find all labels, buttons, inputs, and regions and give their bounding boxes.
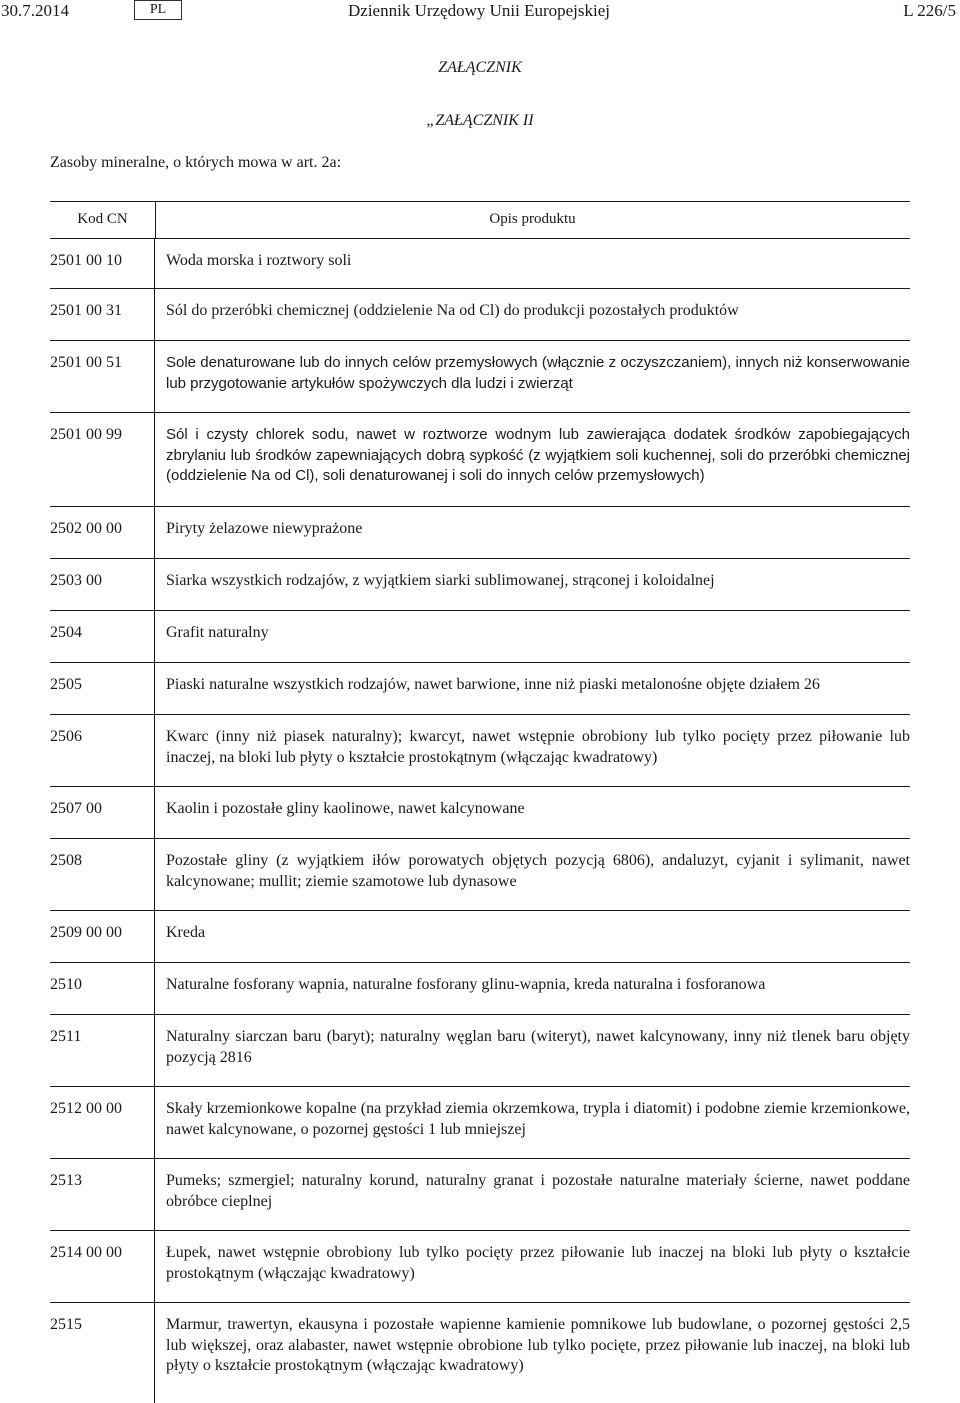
table-row <box>50 1303 910 1403</box>
product-description-cell: Marmur, trawertyn, ekausyna i pozostałe wapienne kamienie pomnikowe lub budowlane, o pozornej gęstości 2,5 lub większej, oraz alabaster, nawet wstępnie obrobione lub tylko pocięte, przez piłowanie lub inaczej, na bloki lub płyty o kształcie prostokątnym (włączając kwadratowy) <box>166 1316 910 1374</box>
table-row <box>50 1015 910 1087</box>
cn-code-table <box>50 201 910 1403</box>
cn-code-cell: 2504 <box>50 611 155 662</box>
column-header-description: Opis produktu <box>489 211 576 227</box>
product-description-cell: Piaski naturalne wszystkich rodzajów, nawet barwione, inne niż piaski metalonośne objęte działem 26 <box>166 676 820 693</box>
table-row <box>50 289 910 341</box>
product-description-cell: Łupek, nawet wstępnie obrobiony lub tylko pocięty przez piłowanie lub inaczej na bloki lub płyty o kształcie prostokątnym (włączając kwadratowy) <box>166 1244 910 1282</box>
product-description-cell: Sól i czysty chlorek sodu, nawet w roztworze wodnym lub zawierająca dodatek środków zapobiegających zbrylaniu lub środków zapewniających dobrą sypkość (z wyjątkiem soli kuchennej, soli do przeróbki chemicznej (oddzielenie Na od Cl), soli denaturowanej i soli do innych celów przemysłowych) <box>166 426 910 484</box>
cn-code-cell: 2511 <box>50 1015 155 1086</box>
language-badge: PL <box>134 0 182 20</box>
table-row <box>50 663 910 715</box>
annex-title: ZAŁĄCZNIK <box>438 59 522 76</box>
cn-code-cell: 2506 <box>50 715 155 786</box>
table-body <box>50 239 910 1403</box>
table-row <box>50 611 910 663</box>
product-description-cell: Kreda <box>166 924 206 941</box>
table-row <box>50 839 910 911</box>
publication-date: 30.7.2014 <box>1 1 69 20</box>
cn-code-cell: 2513 <box>50 1159 155 1230</box>
page-header <box>0 0 960 22</box>
cn-code-cell: 2509 00 00 <box>50 911 155 962</box>
cn-code-cell: 2502 00 00 <box>50 507 155 558</box>
product-description-cell: Pozostałe gliny (z wyjątkiem iłów porowatych objętych pozycją 6806), andaluzyt, cyjanit i sylimanit, nawet kalcynowane; mullit; ziemie szamotowe lub dynasowe <box>166 852 910 890</box>
cn-code-cell: 2501 00 10 <box>50 239 155 288</box>
cn-code-cell: 2512 00 00 <box>50 1087 155 1158</box>
cn-code-cell: 2514 00 00 <box>50 1231 155 1302</box>
table-row <box>50 1231 910 1303</box>
cn-code-cell: 2503 00 <box>50 559 155 610</box>
table-row <box>50 1159 910 1231</box>
product-description-cell: Woda morska i roztwory soli <box>166 252 352 269</box>
annex-ii-title: „ZAŁĄCZNIK II <box>426 112 534 129</box>
product-description-cell: Piryty żelazowe niewyprażone <box>166 520 363 537</box>
table-header <box>50 201 910 239</box>
cn-code-cell: 2501 00 31 <box>50 289 155 340</box>
table-row <box>50 963 910 1015</box>
table-row <box>50 1087 910 1159</box>
product-description-cell: Pumeks; szmergiel; naturalny korund, naturalny granat i pozostałe naturalne materiały ścierne, nawet poddane obróbce cieplnej <box>166 1172 910 1210</box>
table-row <box>50 239 910 289</box>
product-description-cell: Grafit naturalny <box>166 624 269 641</box>
table-row <box>50 341 910 413</box>
table-row <box>50 507 910 559</box>
table-row <box>50 559 910 611</box>
cn-code-cell: 2501 00 51 <box>50 341 155 412</box>
cn-code-cell: 2508 <box>50 839 155 910</box>
cn-code-cell: 2515 <box>50 1303 155 1403</box>
page-reference: L 226/5 <box>903 1 956 20</box>
cn-code-cell: 2510 <box>50 963 155 1014</box>
product-description-cell: Siarka wszystkich rodzajów, z wyjątkiem siarki sublimowanej, strąconej i koloidalnej <box>166 572 715 589</box>
product-description-cell: Sól do przeróbki chemicznej (oddzielenie Na od Cl) do produkcji pozostałych produktów <box>166 302 739 319</box>
product-description-cell: Kwarc (inny niż piasek naturalny); kwarcyt, nawet wstępnie obrobiony lub tylko pocięty przez piłowanie lub inaczej, na bloki lub płyty o kształcie prostokątnym (włączając kwadratowy) <box>166 728 910 766</box>
product-description-cell: Kaolin i pozostałe gliny kaolinowe, nawet kalcynowane <box>166 800 525 817</box>
table-row <box>50 715 910 787</box>
journal-title: Dziennik Urzędowy Unii Europejskiej <box>348 1 611 20</box>
product-description-cell: Sole denaturowane lub do innych celów przemysłowych (włącznie z oczyszczaniem), innych niż konserwowanie lub przygotowanie artykułów spożywczych dla ludzi i zwierząt <box>166 354 910 392</box>
cn-code-cell: 2507 00 <box>50 787 155 838</box>
cn-code-cell: 2505 <box>50 663 155 714</box>
table-row <box>50 911 910 963</box>
product-description-cell: Skały krzemionkowe kopalne (na przykład ziemia okrzemkowa, trypla i diatomit) i podobne ziemie krzemionkowe, nawet kalcynowane, o pozornej gęstości 1 lub mniejszej <box>166 1100 910 1138</box>
product-description-cell: Naturalne fosforany wapnia, naturalne fosforany glinu-wapnia, kreda naturalna i fosforanowa <box>166 976 766 993</box>
table-row <box>50 787 910 839</box>
cn-code-cell: 2501 00 99 <box>50 413 155 506</box>
column-header-code: Kod CN <box>77 211 128 227</box>
product-description-cell: Naturalny siarczan baru (baryt); naturalny węglan baru (witeryt), nawet kalcynowany, inny niż tlenek baru objęty pozycją 2816 <box>166 1028 910 1066</box>
table-row <box>50 413 910 507</box>
intro-text: Zasoby mineralne, o których mowa w art. 2a: <box>50 154 342 171</box>
